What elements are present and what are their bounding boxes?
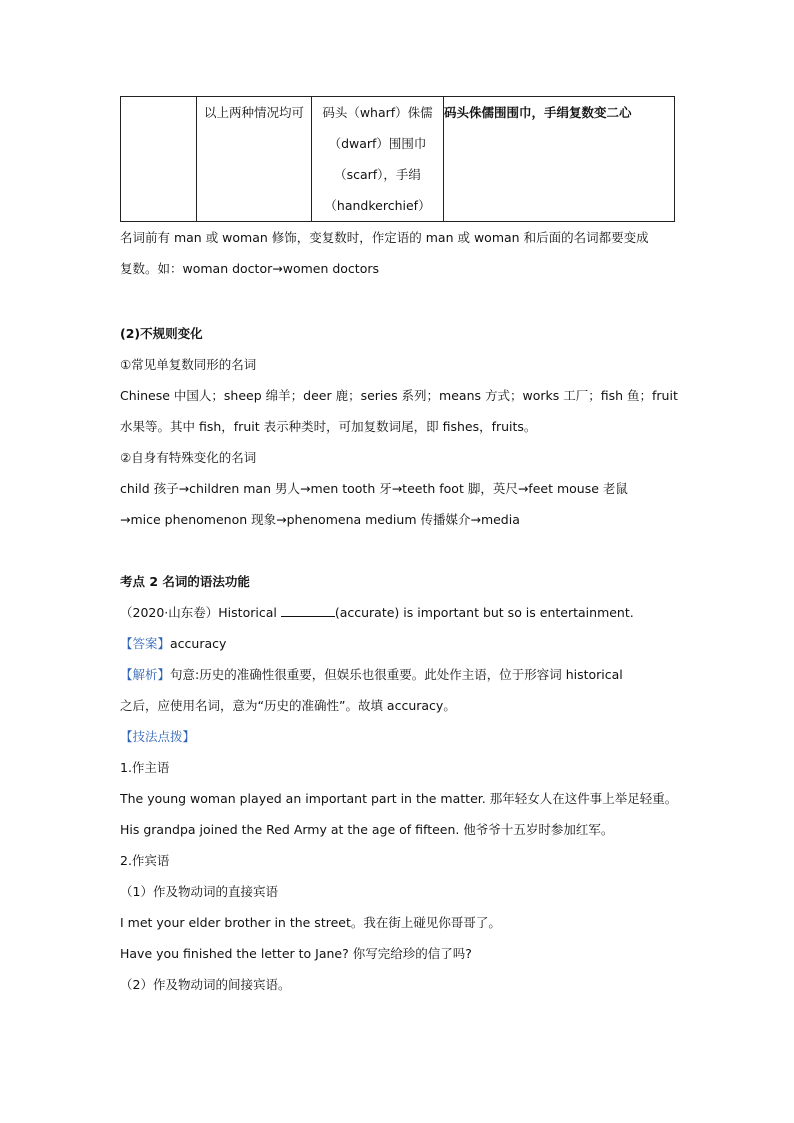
answer-line	[120, 628, 675, 659]
document-page	[120, 96, 678, 1000]
section-heading: 考点 2 名词的语法功能	[120, 574, 250, 589]
example-sentence: Have you finished the letter to Jane? 你写完给珍的信了吗?	[120, 946, 472, 961]
analysis-line	[120, 659, 675, 690]
body-line: Chinese 中国人；sheep 绵羊；deer 鹿；series 系列；means 方式；works 工厂；fish 鱼；fruit	[120, 388, 678, 403]
example-line: 码头（wharf）侏儒	[322, 105, 433, 120]
note-line: 复数。如：woman doctor→women doctors	[120, 261, 380, 276]
table-cell-examples	[312, 97, 444, 222]
question-suffix: (accurate) is important but so is entertainment.	[334, 605, 634, 620]
question-prefix: （2020·山东卷）Historical	[120, 605, 281, 620]
subsection-title: （2）作及物动词的间接宾语。	[120, 977, 291, 992]
subsection-title: 1.作主语	[120, 760, 170, 775]
example-line: （scarf），手绢	[334, 167, 421, 182]
section-heading: (2)不规则变化	[120, 326, 203, 341]
answer-blank	[281, 604, 335, 617]
analysis-text: 句意:历史的准确性很重要，但娱乐也很重要。此处作主语，位于形容词 historical	[170, 667, 623, 682]
body-line: 水果等。其中 fish，fruit 表示种类时，可加复数词尾，即 fishes，fruits。	[120, 419, 537, 434]
body-line: →mice phenomenon 现象→phenomena medium 传播媒介→media	[120, 512, 520, 527]
question-line	[120, 597, 675, 628]
example-line: （dwarf）围围巾	[328, 136, 427, 151]
subsection-title: ②自身有特殊变化的名词	[120, 450, 257, 465]
body-line: child 孩子→children man 男人→men tooth 牙→teeth foot 脚，英尺→feet mouse 老鼠	[120, 481, 628, 496]
example-line: （handkerchief）	[324, 198, 431, 213]
analysis-line: 之后，应使用名词，意为“历史的准确性”。故填 accuracy。	[120, 698, 456, 713]
example-sentence: The young woman played an important part in the matter. 那年轻女人在这件事上举足轻重。	[120, 791, 678, 806]
analysis-tag: 【解析】	[120, 667, 171, 682]
table-cell-mnemonic: 码头侏儒围围巾，手绢复数变二心	[444, 97, 675, 222]
table-cell-empty	[121, 97, 197, 222]
example-sentence: I met your elder brother in the street。我在街上碰见你哥哥了。	[120, 915, 501, 930]
subsection-title: 2.作宾语	[120, 853, 170, 868]
table-cell-condition: 以上两种情况均可	[197, 97, 312, 222]
answer-tag: 【答案】	[120, 636, 171, 651]
example-sentence: His grandpa joined the Red Army at the age of fifteen. 他爷爷十五岁时参加红军。	[120, 822, 614, 837]
subsection-title: （1）作及物动词的直接宾语	[120, 884, 278, 899]
table-row	[121, 97, 675, 222]
plural-rule-table	[120, 96, 675, 222]
answer-text: accuracy	[170, 636, 227, 651]
tips-tag: 【技法点拨】	[120, 729, 196, 744]
subsection-title: ①常见单复数同形的名词	[120, 357, 257, 372]
note-line: 名词前有 man 或 woman 修饰，变复数时，作定语的 man 或 woman 和后面的名词都要变成	[120, 230, 649, 245]
